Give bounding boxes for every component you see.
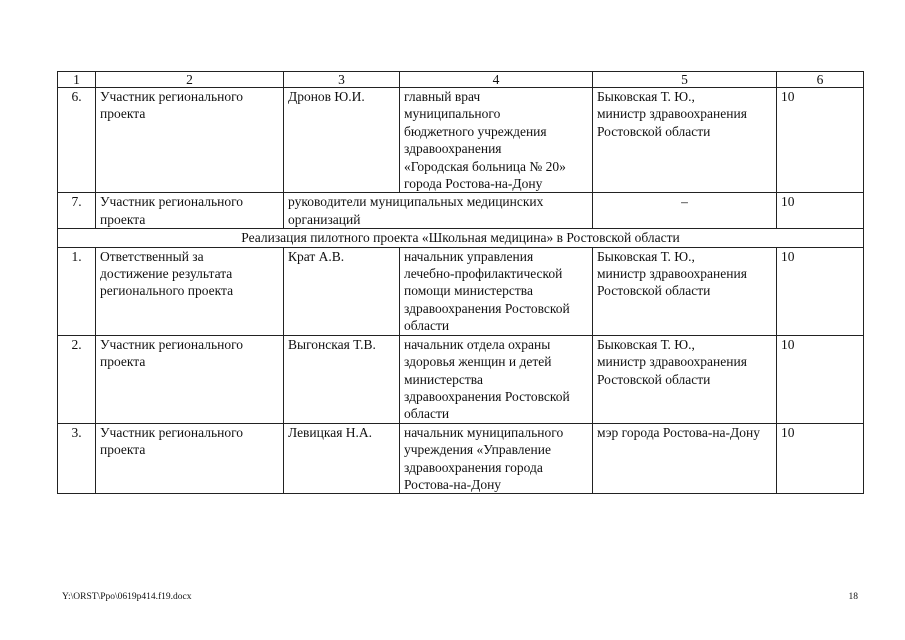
role-cell: Участник регионального проекта xyxy=(96,88,284,193)
supervisor-cell: – xyxy=(593,193,777,229)
name-cell: Дронов Ю.И. xyxy=(284,88,400,193)
table-row xyxy=(58,88,864,193)
role-cell: Участник регионального проекта xyxy=(96,423,284,494)
column-number-cell: 4 xyxy=(400,72,593,88)
table-row xyxy=(58,247,864,335)
percent-cell: 10 xyxy=(777,193,864,229)
supervisor-cell: Быковская Т. Ю., министр здравоохранения Ростовской области xyxy=(593,335,777,423)
supervisor-cell: Быковская Т. Ю., министр здравоохранения Ростовской области xyxy=(593,88,777,193)
position-cell: начальник отдела охраны здоровья женщин и детей министерства здравоохранения Ростовской области xyxy=(400,335,593,423)
percent-cell: 10 xyxy=(777,247,864,335)
table-header-row xyxy=(58,72,864,88)
row-number-cell: 6. xyxy=(58,88,96,193)
table-row xyxy=(58,335,864,423)
percent-cell: 10 xyxy=(777,335,864,423)
position-cell: начальник управления лечебно-профилактической помощи министерства здравоохранения Ростовской области xyxy=(400,247,593,335)
name-cell: Выгонская Т.В. xyxy=(284,335,400,423)
name-cell: Крат А.В. xyxy=(284,247,400,335)
column-number-cell: 5 xyxy=(593,72,777,88)
row-number-cell: 7. xyxy=(58,193,96,229)
role-cell: Ответственный за достижение результата регионального проекта xyxy=(96,247,284,335)
column-number-cell: 2 xyxy=(96,72,284,88)
row-number-cell: 3. xyxy=(58,423,96,494)
name-position-merged-cell: руководители муниципальных медицинских организаций xyxy=(284,193,593,229)
table-row xyxy=(58,193,864,229)
column-number-cell: 1 xyxy=(58,72,96,88)
role-cell: Участник регионального проекта xyxy=(96,335,284,423)
row-number-cell: 1. xyxy=(58,247,96,335)
column-number-cell: 6 xyxy=(777,72,864,88)
supervisor-cell: Быковская Т. Ю., министр здравоохранения Ростовской области xyxy=(593,247,777,335)
percent-cell: 10 xyxy=(777,423,864,494)
position-cell: главный врач муниципального бюджетного учреждения здравоохранения «Городская больница № 20» города Ростова-на-Дону xyxy=(400,88,593,193)
supervisor-cell: мэр города Ростова-на-Дону xyxy=(593,423,777,494)
position-cell: начальник муниципального учреждения «Управление здравоохранения города Ростова-на-Дону xyxy=(400,423,593,494)
footer-file-path: Y:\ORST\Ppo\0619p414.f19.docx xyxy=(62,592,192,602)
page-number: 18 xyxy=(848,592,858,602)
column-number-cell: 3 xyxy=(284,72,400,88)
section-row xyxy=(58,229,864,247)
row-number-cell: 2. xyxy=(58,335,96,423)
participants-table xyxy=(57,71,864,494)
percent-cell: 10 xyxy=(777,88,864,193)
section-title: Реализация пилотного проекта «Школьная медицина» в Ростовской области xyxy=(58,229,864,247)
table-row xyxy=(58,423,864,494)
role-cell: Участник регионального проекта xyxy=(96,193,284,229)
name-cell: Левицкая Н.А. xyxy=(284,423,400,494)
